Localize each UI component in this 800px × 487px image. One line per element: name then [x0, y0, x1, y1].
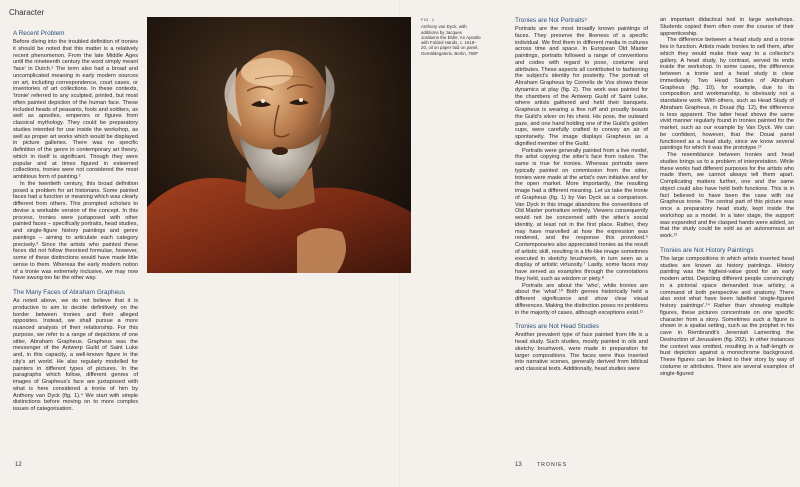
- section-heading: Tronies are Not History Paintings: [660, 246, 754, 254]
- figure-caption: [421, 18, 481, 56]
- page-number-left: 12: [15, 462, 22, 468]
- apostle-painting-image: [147, 17, 411, 273]
- section-heading: Tronies are Not Portraits⁵: [515, 17, 588, 24]
- painting-figure: [147, 17, 411, 273]
- paragraph: In the twentieth century, this broad definition posed a problem for art historians. Some painted faces had a function or meaning which was clearly different from others. This prompted scholars to devise a workable version of the concept. In this process, tronies were juxtaposed with other painted faces – specifically portraits, head studies, and single-figure history paintings and genre paintings – aiming to articulate each category precisely.³ Since the artists who painted these faces did not follow theorised formulae, however, some of these distinctions would have made little sense to them. Whereas the early modern notion of a tronie was extremely inclusive, we may now have swung too far the other way.: [13, 180, 138, 282]
- paragraph: Before diving into the troubled definition of tronies it should be noted that this matter is a relatively recent phenomenon. From the late Middle Ages until the nineteenth century the word simply meant 'face' in Dutch.¹ The term also had a broad and uncomplicated meaning in early modern sources on art, including correspondence, court cases, or inventories of art collections. In these contexts, 'tronie' referred to any sculpted, printed, but most often painted depiction of the human face. These included heads of peasants, fools and soldiers, as well as apostles, emperors or figures from classical mythology. They could be preparatory studies intended for use inside the workshop, as well as proper art works which would be displayed in picture galleries. There was no specific definition of the genre in contemporary art theory, which in itself is significant. Though they were popular and at times figured in esteemed collections, tronies were not considered the most ambitious form of painting.²: [13, 39, 138, 180]
- page-number-right: 13: [515, 462, 522, 468]
- middle-text-column: [515, 17, 648, 373]
- paragraph: Portraits are about the 'who', while tronies are about the 'what'.¹⁰ Both genres historically held a different significance and show clear visual differences. Making the distinction poses no problems in the majority of cases, although exceptions exist.¹¹: [515, 282, 648, 316]
- paragraph: The large compositions in which artists inserted head studies are known as history paintings. History painting was the highest-value good for an early modern artist. Depicting different people convincingly in a pictorial space demanded true artistry, a command of both perspective and anatomy. There also exist what have been labelled 'single-figured history paintings'.¹⁴ Rather than showing multiple figures, these pictures concentrate on one specific character from a story. Sometimes such a figure is shown in a spatial setting, such as the prophet in his cave in Rembrandt's Jeremiah Lamenting the Destruction of Jerusalem (fig. 202). In other instances the context was omitted, resulting in a half-length or bust depiction against a monochrome background. These figures can be linked to their story by way of costume or attributes. There are several examples of single-figured: [660, 255, 794, 377]
- paragraph: The resemblance between tronies and head studies brings us to a problem of interpretation. While these works had different purposes for the artists who made them, we cannot always tell them apart. Complicating matters further, one and the same object could also have held both functions. This is in fact believed to have been the case with our Grapheus tronie. The central part of this picture was once a preparatory head study, kept inside the workshop as a model. In a later stage, the support was expanded and the clasped hands were added, so that the study could be sold as an autonomous art work.¹³: [660, 152, 794, 239]
- paragraph: The difference between a head study and a tronie lies in function. Artists made tronies to sell them, after which they would make their way to a collector's gallery. A head study, by contrast, served its ends inside the workshop. In some cases, the difference between a tronie and a head study is clear immediately. Two Head Studies of Abraham Grapheus (fig. 10), for example, due to its composition and workmanship, is obviously not a standalone work. With others, such as Head Study of Abraham Grapheus, in Douai (fig. 12), the difference is less apparent. The latter head shows the same vivid manner regularly found in tronies painted for the market, such as our example by Van Dyck. We can be confident, however, that the Douai panel functioned as a head study, since we know several paintings for which it was the prototype.¹²: [660, 37, 794, 152]
- figure-label: FIG. 1: [421, 18, 435, 22]
- figure-caption-text: Anthony van Dyck, with additions by Jacques Jordaens the Elder, An Apostle with Folded Hands, c. 1618–20, oil on paper laid on panel, Gemäldegalerie, Berlin, 790F: [421, 24, 481, 56]
- paragraph: Portraits were generally painted from a live model, the artist copying the sitter's face from nature. The same is true for tronies. Whereas portraits were typically painted on commission from the sitter, tronies were made at the artist's own initiative and for the open market. More importantly, the resulting image had a different meaning. Let us take the tronie of Grapheus (fig. 1) by Van Dyck as a comparison. Van Dyck in this image abandons the conventions of Old Master portraiture entirely. Viewers consequently would not be concerned with the sitter's social identity, at least not in the first place. Rather, they may have marvelled at how the expression was rendered, and the response this provoked.⁶ Contemporaries also appreciated tronies as the result of artistic skill, resulting in a life-like image sometimes executed in sketchy brushwork, in turn seen as a display of artistic virtuosity.⁷ Lastly, some faces may have served as examples through the connotations they held, such as wisdom or piety.⁸: [515, 147, 648, 282]
- paragraph: Another prevalent type of face painted from life is a head study. Such studies, mostly painted in oils and sketchy brushwork, were made in preparation for larger compositions. The faces were thus inserted into narrative scenes, generally derived from biblical and classical texts. Additionally, head studies were: [515, 332, 648, 372]
- section-heading: Tronies are Not Head Studies: [515, 323, 599, 331]
- section-heading: A Recent Problem: [13, 30, 65, 37]
- paragraph: As noted above, we do not believe that it is productive to aim to decide definitively on the border between tronies and their alleged opposites. Instead, we shall pursue a more nuanced analysis of their relationship. For this purpose, we refer to a range of depictions of one sitter, Abraham Grapheus. Grapheus was the messenger of the Antwerp Guild of Saint Luke and, in this capacity, a well-known figure in the city's art world. He also regularly modelled for painters in different types of pictures. In the paragraphs which follow, different genres of images of Grapheus's face are juxtaposed with what is here considered a tronie of him by Anthony van Dyck (fig. 1).⁴ We start with simple distinctions before moving on to more complex issues of categorisation.: [13, 298, 138, 412]
- running-title-right: TRONIES: [537, 462, 568, 468]
- paragraph: an important didactical tool in large workshops. Students copied them often over the course of their apprenticeship.: [660, 17, 794, 37]
- section-heading: The Many Faces of Abraham Grapheus: [13, 289, 125, 296]
- left-text-column: [13, 30, 138, 413]
- right-text-column: [660, 17, 794, 377]
- running-head: Character: [9, 8, 45, 17]
- paragraph: Portraits are the most broadly known paintings of faces. They preserve the likeness of a specific individual. We find them in different media in cultures across time and space. In European Old Master paintings, portraits followed a range of conventions and codes with regard to pose, costume and attributes. These aspects all contributed to fashioning the subject's identity for posterity. The portrait of Abraham Grapheus by Cornelis de Vos shows these dynamics at play (fig. 2). The work was painted for the chambers of the Antwerp Guild of Saint Luke, where artists gathered and held their banquets. Grapheus is wearing a fine ruff and proudly boasts the Guild's silver on his chest. His pose, the outward gaze, and one hand holding one of the Guild's golden cups, were carefully crafted to convey an air of spontaneity. The image displays Grapheus as a dignified member of the Guild.: [515, 26, 648, 147]
